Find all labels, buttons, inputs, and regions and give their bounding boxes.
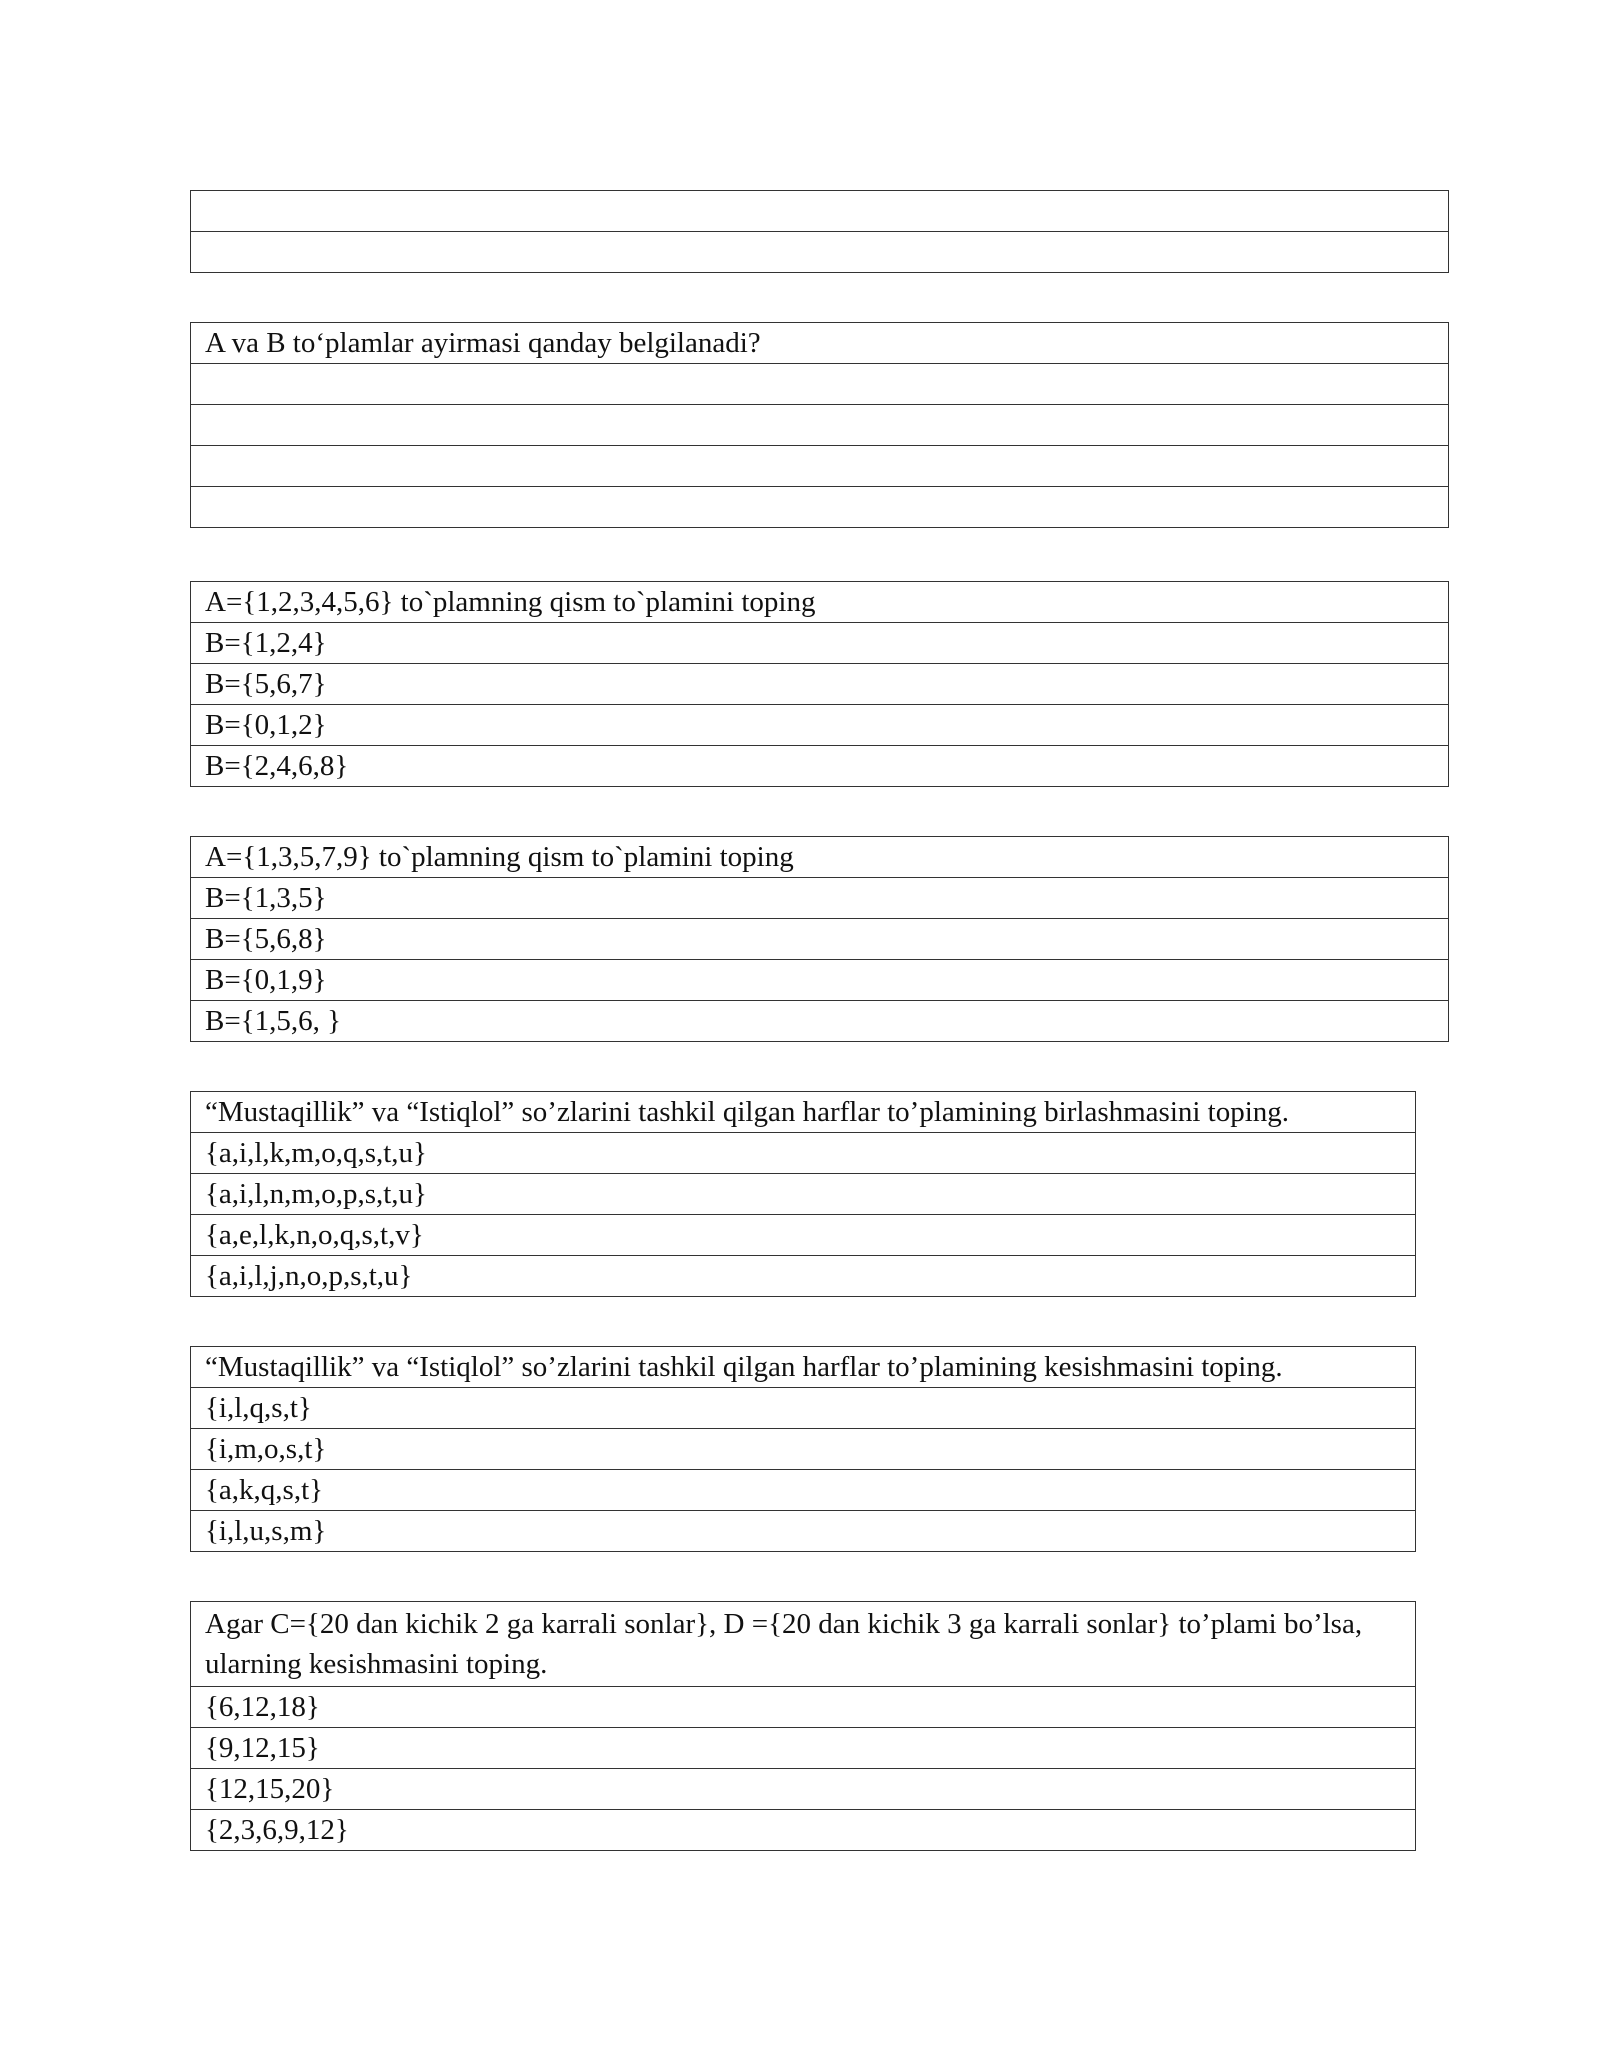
- answer-option[interactable]: B={5,6,7}: [191, 664, 1449, 705]
- answer-option[interactable]: [191, 446, 1449, 487]
- answer-option[interactable]: {6,12,18}: [191, 1687, 1416, 1728]
- answer-option[interactable]: {a,i,l,j,n,o,p,s,t,u}: [191, 1256, 1416, 1297]
- question-text: “Mustaqillik” va “Istiqlol” so’zlarini tashkil qilgan harflar to’plamining kesishmasini toping.: [191, 1347, 1416, 1388]
- answer-option[interactable]: {12,15,20}: [191, 1769, 1416, 1810]
- answer-option[interactable]: {i,m,o,s,t}: [191, 1429, 1416, 1470]
- question-text: A va B to‘plamlar ayirmasi qanday belgilanadi?: [191, 323, 1449, 364]
- answer-option[interactable]: B={0,1,9}: [191, 960, 1449, 1001]
- answer-option[interactable]: {a,i,l,k,m,o,q,s,t,u}: [191, 1133, 1416, 1174]
- answer-option[interactable]: [191, 364, 1449, 405]
- answer-option[interactable]: B={2,4,6,8}: [191, 746, 1449, 787]
- answer-option[interactable]: {i,l,q,s,t}: [191, 1388, 1416, 1429]
- answer-option[interactable]: [191, 405, 1449, 446]
- answer-option[interactable]: {a,e,l,k,n,o,q,s,t,v}: [191, 1215, 1416, 1256]
- question-table-6: [190, 1346, 1416, 1552]
- question-table-4: [190, 836, 1449, 1042]
- question-table-7: [190, 1601, 1416, 1851]
- answer-option[interactable]: [191, 232, 1449, 273]
- question-text: “Mustaqillik” va “Istiqlol” so’zlarini tashkil qilgan harflar to’plamining birlashmasini toping.: [191, 1092, 1416, 1133]
- question-table-1: [190, 190, 1449, 273]
- answer-option[interactable]: {a,k,q,s,t}: [191, 1470, 1416, 1511]
- answer-option[interactable]: B={5,6,8}: [191, 919, 1449, 960]
- answer-option[interactable]: B={0,1,2}: [191, 705, 1449, 746]
- question-text: [191, 191, 1449, 232]
- answer-option[interactable]: B={1,2,4}: [191, 623, 1449, 664]
- answer-option[interactable]: {9,12,15}: [191, 1728, 1416, 1769]
- question-table-5: [190, 1091, 1416, 1297]
- answer-option[interactable]: {i,l,u,s,m}: [191, 1511, 1416, 1552]
- question-table-3: [190, 581, 1449, 787]
- answer-option[interactable]: [191, 487, 1449, 528]
- question-table-2: [190, 322, 1449, 528]
- question-text: Agar C={20 dan kichik 2 ga karrali sonlar}, D ={20 dan kichik 3 ga karrali sonlar} to’plami bo’lsa, ularning kesishmasini toping.: [191, 1602, 1416, 1687]
- answer-option[interactable]: B={1,5,6, }: [191, 1001, 1449, 1042]
- question-text: A={1,3,5,7,9} to`plamning qism to`plamini toping: [191, 837, 1449, 878]
- question-text: A={1,2,3,4,5,6} to`plamning qism to`plamini toping: [191, 582, 1449, 623]
- answer-option[interactable]: {a,i,l,n,m,o,p,s,t,u}: [191, 1174, 1416, 1215]
- answer-option[interactable]: {2,3,6,9,12}: [191, 1810, 1416, 1851]
- answer-option[interactable]: B={1,3,5}: [191, 878, 1449, 919]
